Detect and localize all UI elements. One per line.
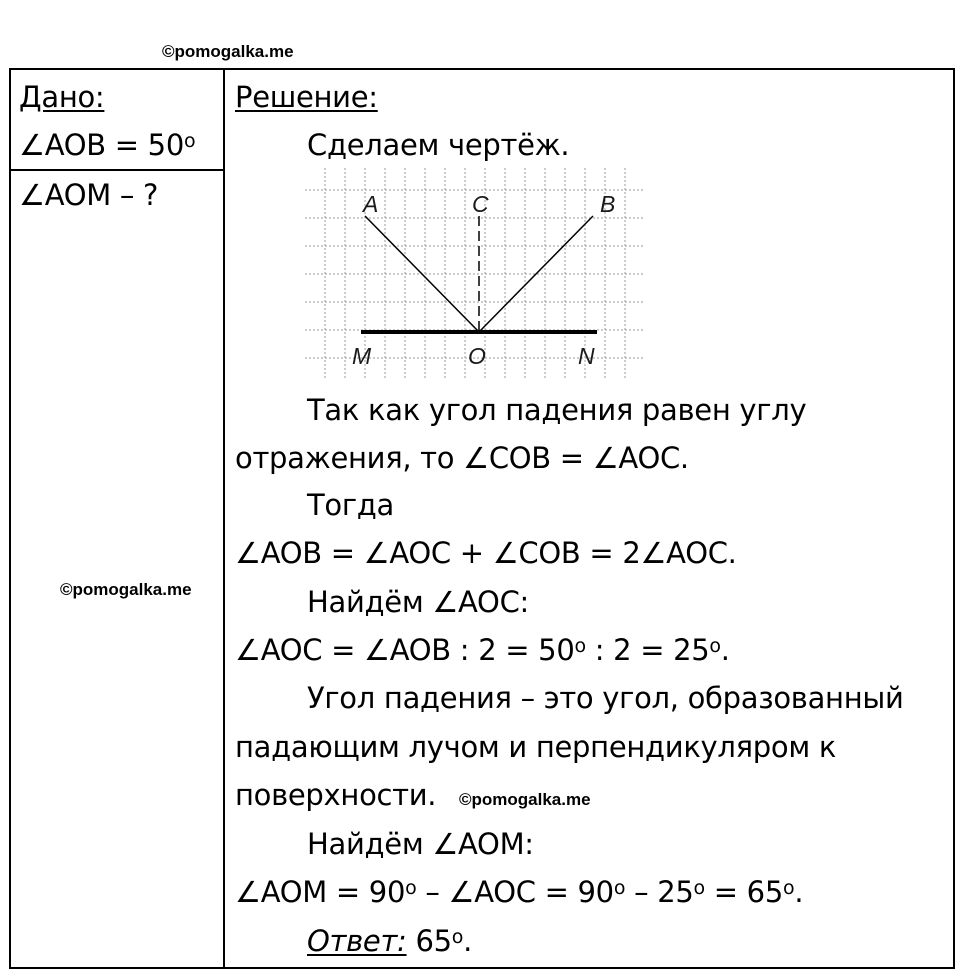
solution-line-9: падающим лучом и перпендикуляром к bbox=[235, 730, 837, 764]
label-o: O bbox=[468, 343, 486, 369]
reflected-ray-ob bbox=[479, 216, 593, 332]
label-c: C bbox=[472, 191, 489, 217]
label-a: A bbox=[363, 191, 379, 217]
watermark-top: ©pomogalka.me bbox=[162, 42, 294, 61]
column-divider bbox=[223, 70, 225, 967]
solution-line-7: ∠AOC = ∠AOB : $2 = 50^o$ : $2 = 25^o$. bbox=[235, 633, 730, 667]
answer-line: Ответ: 65$^o$. bbox=[307, 924, 473, 958]
given-divider bbox=[11, 169, 223, 171]
watermark-left: ©pomogalka.me bbox=[60, 580, 192, 599]
answer-label: Ответ: bbox=[307, 924, 407, 958]
solution-heading: Решение: bbox=[235, 80, 378, 114]
solution-line-4: Тогда bbox=[307, 488, 395, 522]
given-condition: ∠AOB = $50^o$ bbox=[19, 128, 196, 162]
solution-line-3: отражения, то ∠COB = ∠AOC. bbox=[235, 441, 689, 475]
reflection-diagram bbox=[305, 168, 645, 380]
label-m: M bbox=[352, 343, 372, 369]
solution-line-8: Угол падения – это угол, образованный bbox=[307, 681, 904, 715]
solution-line-1: Сделаем чертёж. bbox=[307, 128, 570, 162]
solution-line-11: Найдём ∠AOM: bbox=[307, 827, 534, 861]
solution-line-10: поверхности. bbox=[235, 778, 437, 812]
label-n: N bbox=[578, 343, 595, 369]
solution-line-2: Так как угол падения равен углу bbox=[307, 393, 807, 427]
given-heading: Дано: bbox=[19, 80, 105, 114]
label-b: B bbox=[600, 191, 616, 217]
solution-table bbox=[9, 68, 955, 969]
find-question: ∠AOM – ? bbox=[19, 178, 159, 212]
solution-line-6: Найдём ∠AOC: bbox=[307, 585, 529, 619]
solution-line-5: ∠AOB = ∠AOC + ∠COB = 2∠AOC. bbox=[235, 536, 737, 570]
watermark-middle: ©pomogalka.me bbox=[459, 790, 591, 809]
answer-value: 65 bbox=[406, 924, 452, 958]
solution-line-12: ∠AOM = $90^o$ – ∠AOC = $90^o - 25^o = 65^o$. bbox=[235, 875, 804, 909]
